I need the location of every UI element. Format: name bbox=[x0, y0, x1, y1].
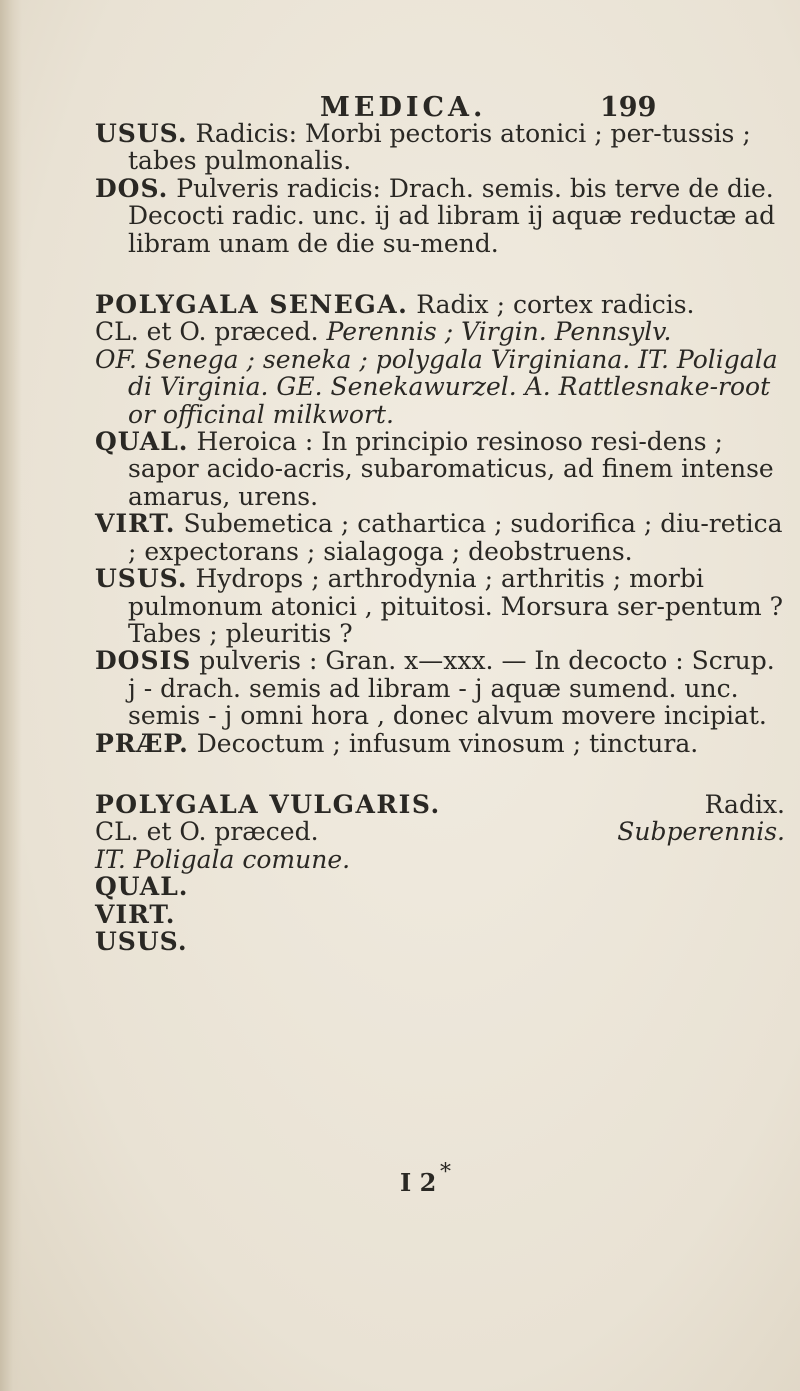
species-part-used: Radix ; cortex radicis. bbox=[416, 290, 695, 320]
species-heading bbox=[95, 291, 785, 318]
vernacular-names-text: OF. Senega ; seneka ; polygala Virginiana. IT. Poligala di Virginia. GE. Senekawurzel. A. Rattlesnake-root or officinal milkwort. bbox=[95, 344, 778, 429]
classification: CL. et O. præced. bbox=[95, 317, 319, 347]
habitat: Subperennis. bbox=[617, 817, 785, 847]
entry-text: Pulveris radicis: Drach. semis. bis terve de die. Decocti radic. unc. ij ad libram ij aquæ reductæ ad libram unam de die su-mend. bbox=[128, 173, 776, 258]
entry-label: VIRT. bbox=[95, 509, 176, 539]
entry-praep bbox=[95, 730, 785, 757]
entry-qual bbox=[95, 428, 785, 510]
entry-text: pulveris : Gran. x—xxx. — In decocto : Scrup. j - drach. semis ad libram - j aquæ sumend. unc. semis - j omni hora , donec alvum movere incipiat. bbox=[128, 646, 775, 731]
classification-line bbox=[95, 318, 785, 345]
vernacular-names bbox=[95, 346, 785, 428]
entry-text: Heroica : In principio resinoso resi-dens ; sapor acido-acris, subaromaticus, ad finem intense amarus, urens. bbox=[128, 427, 774, 511]
entry-text: Decoctum ; infusum vinosum ; tinctura. bbox=[196, 728, 699, 758]
entry-virt bbox=[95, 510, 785, 565]
section-polygala-vulgaris bbox=[95, 791, 785, 955]
section-polygala-senega bbox=[95, 291, 785, 757]
page-body bbox=[95, 120, 785, 955]
page-gutter-shadow bbox=[0, 0, 22, 1391]
entry-usus-radicis bbox=[95, 120, 785, 175]
entry-dosis bbox=[95, 647, 785, 729]
species-title: POLYGALA SENEGA. bbox=[95, 290, 409, 320]
entry-label: USUS. bbox=[95, 926, 188, 956]
entry-label: DOS. bbox=[95, 173, 169, 203]
entry-text: Hydrops ; arthrodynia ; arthritis ; morbi pulmonum atonici , pituitosi. Morsura ser-pentum ? Tabes ; pleuritis ? bbox=[128, 564, 784, 648]
asterisk-mark: * bbox=[440, 1160, 451, 1185]
page-number: 199 bbox=[600, 92, 657, 123]
signature-mark: I 2 bbox=[400, 1168, 437, 1197]
entry-usus-empty bbox=[95, 928, 785, 955]
habitat: Perennis ; Virgin. Pennsylv. bbox=[326, 317, 672, 347]
entry-virt-empty bbox=[95, 901, 785, 928]
entry-label: DOSIS bbox=[95, 646, 192, 676]
vernacular-names bbox=[95, 846, 785, 873]
entry-usus bbox=[95, 565, 785, 647]
entry-label: USUS. bbox=[95, 564, 188, 594]
running-head: MEDICA. bbox=[320, 92, 487, 123]
entry-label: QUAL. bbox=[95, 872, 189, 902]
entry-label: PRÆP. bbox=[95, 728, 189, 758]
entry-label: VIRT. bbox=[95, 899, 176, 929]
species-part-used: Radix. bbox=[704, 789, 785, 819]
species-heading bbox=[95, 791, 785, 818]
entry-label: QUAL. bbox=[95, 427, 189, 457]
entry-label: USUS. bbox=[95, 119, 188, 148]
entry-qual-empty bbox=[95, 873, 785, 900]
classification: CL. et O. præced. bbox=[95, 817, 319, 847]
classification-line bbox=[95, 818, 785, 845]
vernacular-names-text: IT. Poligala comune. bbox=[95, 844, 351, 874]
entry-text: Radicis: Morbi pectoris atonici ; per-tussis ; tabes pulmonalis. bbox=[128, 119, 751, 176]
entry-text: Subemetica ; cathartica ; sudorifica ; diu-retica ; expectorans ; sialagoga ; deobstruens. bbox=[128, 509, 783, 566]
entry-dos bbox=[95, 175, 785, 257]
species-title: POLYGALA VULGARIS. bbox=[95, 789, 441, 819]
